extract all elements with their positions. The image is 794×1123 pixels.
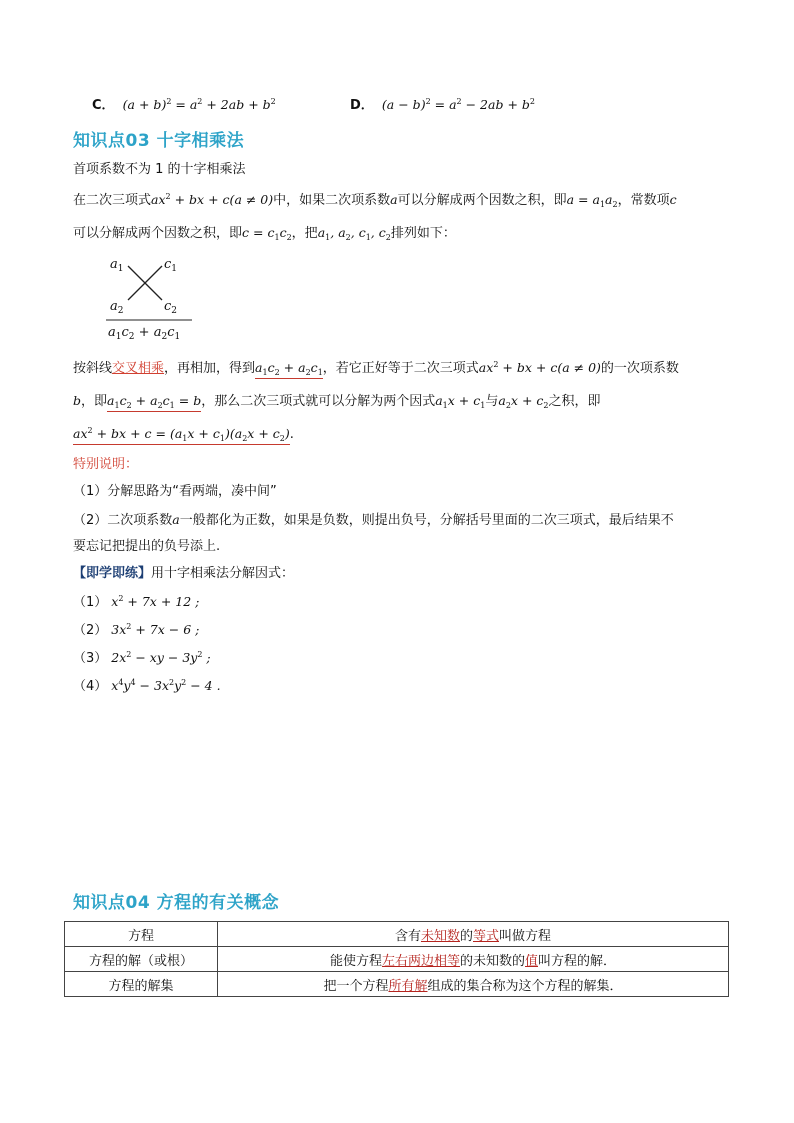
formula-trinomial-2: $ax^2$ + bx + c(a ≠ 0) [478,360,601,375]
svg-text:c1: $c_1$ [164,257,178,274]
table-row [65,922,729,947]
formula-b: b [73,393,82,408]
text-segment: 组成的集合称为这个方程的解集． [427,978,623,994]
section-03-title: 知识点03 十字相乘法 [73,131,245,151]
table-row [65,947,729,972]
option-c-formula: $(a + b)^2 = a^2 + 2ab + b^2$ [118,97,276,112]
definition-cell [218,947,729,972]
paragraph-line-3 [73,359,679,378]
exercise-formula: $x^4y^4 - 3x^2y^2 - 4$ . [111,678,221,693]
text-segment: 之积，即 [548,394,601,409]
option-c [92,96,276,115]
special-notes-title: 特别说明： [73,457,139,472]
formula-list: $a_1$, $a_2$, $c_1$, $c_2$ [317,225,391,242]
table-row [65,972,729,997]
exercise-formula: $x^2 + 7x + 12$ ; [111,594,200,609]
term-cell: 方程的解集 [65,972,218,997]
text-segment: 可以分解成两个因数之积，即 [397,193,567,208]
option-d [350,96,535,115]
svg-text:a1c2 + a2c1: $a_1c_2 + a_2c_1$ [108,325,181,342]
practice-text: 用十字相乘法分解因式： [151,566,295,581]
text-segment: 一般都化为正数，如果是负数，则提出负号，分解括号里面的二次三项式，最后结果不 [179,513,674,528]
svg-text:c2: $c_2$ [164,299,178,316]
item-number: （1） [73,595,108,610]
text-segment: 在二次三项式 [73,193,152,208]
practice-item-1 [73,593,199,612]
concept-table [64,921,729,997]
note-1: （1）分解思路为“看两端，凑中间” [73,484,277,499]
practice-item-3 [73,649,211,668]
text-segment: ，那么二次三项式就可以分解为两个因式 [201,394,436,409]
option-d-formula: $(a - b)^2 = a^2 - 2ab + b^2$ [377,97,536,112]
definition-cell [218,972,729,997]
text-segment: 含有 [394,928,421,944]
formula-sum: $a_1c_2 + a_2c_1$ [255,360,323,377]
item-number: （3） [73,651,108,666]
keyword: 值 [525,953,539,969]
text-segment: 与 [485,394,499,409]
option-d-label: D． [350,98,374,113]
keyword: 所有解 [388,978,428,994]
practice-label: 【即学即练】 [73,566,152,581]
cross-multiply-link[interactable]: 交叉相乘 [112,361,165,376]
text-segment: 排列如下： [390,226,456,241]
formula-c: c [669,192,677,207]
formula-factor-2: $a_2x + c_2$ [498,393,549,410]
text-segment: ，把 [291,226,318,241]
text-segment: 中，如果二次项系数 [273,193,391,208]
paragraph-line-1 [73,191,677,210]
text-segment: ，即 [81,394,108,409]
text-segment: 按斜线 [73,361,113,376]
paragraph-line-2 [73,224,456,243]
text-segment: 的未知数的 [459,953,525,969]
item-number: （4） [73,679,108,694]
text-segment: （2）二次项系数 [73,513,173,528]
item-number: （2） [73,623,108,638]
exercise-formula: $3x^2 + 7x - 6$ ; [107,622,200,637]
formula-factorization: $ax^2$ + bx + $c = (a_1x + c_1)(a_2x + c_2)$ [73,426,290,443]
formula-trinomial: $ax^2$ + bx + c(a ≠ 0) [151,192,274,207]
section-04-title: 知识点04 方程的有关概念 [73,893,280,913]
keyword: 左右两边相等 [381,953,460,969]
practice-item-4 [73,677,221,696]
formula-factor-1: $a_1x + c_1$ [435,393,486,410]
paragraph-line-5: $ax^2$ + bx + $c = (a_1x + c_1)(a_2x + c_2)$. [73,426,294,443]
text-segment: 能使方程 [329,953,382,969]
exercise-formula: $2x^2$ − xy − $3y^2$ ; [107,650,211,665]
cross-multiplication-diagram [100,252,210,344]
formula-a-product: $a = a_1a_2$ [566,192,618,209]
option-c-label: C． [92,98,115,113]
text-segment: 叫方程的解． [538,953,617,969]
paragraph-line-4 [73,392,601,411]
formula-a: a [172,512,180,527]
svg-text:a1: $a_1$ [110,257,124,274]
keyword: 等式 [473,928,500,944]
text-segment: 的一次项系数 [600,361,679,376]
text-segment: 的 [459,928,473,944]
formula-a: a [390,192,398,207]
keyword: 未知数 [420,928,460,944]
term-cell: 方程的解（或根） [65,947,218,972]
text-segment: 叫做方程 [499,928,552,944]
formula-sum-equals-b: $a_1c_2 + a_2c_1 = b$ [107,393,202,410]
term-cell: 方程 [65,922,218,947]
svg-text:a2: $a_2$ [110,299,124,316]
text-segment: ，常数项 [617,193,670,208]
practice-item-2 [73,621,199,640]
note-2-cont: 要忘记把提出的负号添上. [73,539,221,554]
text-segment: ，若它正好等于二次三项式 [322,361,479,376]
formula-c-product: $c = c_1c_2$ [242,225,292,242]
text-segment: 把一个方程 [323,978,389,994]
definition-cell [218,922,729,947]
practice-heading [73,565,294,583]
text-segment: 可以分解成两个因数之积，即 [73,226,243,241]
subtitle: 首项系数不为 1 的十字相乘法 [73,162,246,177]
text-segment: ，再相加，得到 [164,361,256,376]
note-2 [73,511,674,530]
